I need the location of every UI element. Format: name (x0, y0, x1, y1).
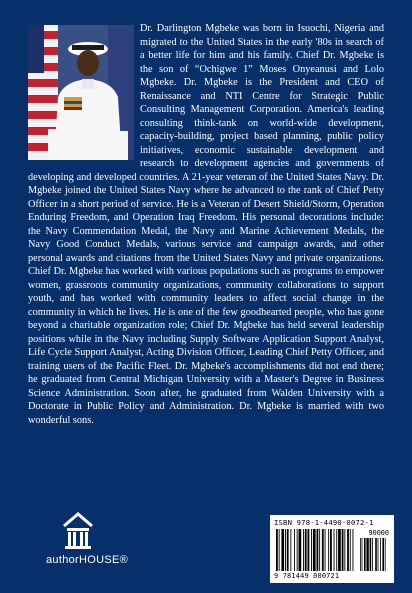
barcode-bar (325, 529, 326, 571)
barcode-bar (319, 529, 320, 571)
barcode-addon-bar (372, 538, 373, 571)
isbn-label: ISBN 978-1-4490-0072-1 (274, 518, 374, 527)
barcode-bar (276, 529, 278, 571)
barcode-bar (294, 529, 295, 571)
barcode-bar (344, 529, 345, 571)
barcode-bar (308, 529, 310, 571)
barcode-addon-bar (380, 538, 381, 571)
barcode-bar (299, 529, 302, 571)
authorhouse-logo-icon (60, 510, 96, 550)
barcode-bar (330, 529, 332, 571)
biography-text: Dr. Darlington Mgbeke was born in Isuochi, Nigeria and migrated to the United States in the early '80s in search of a better life for him and his family. Chief Dr. Mgbeke is the son of “Ochigwe 1” Moses Onyeanusi and Lolo Mgbeke. Dr. Mgbeke is the President and CEO of Renaissance and NTI Centre for Strategic Public Consulting Management Corporation. America's leading consulting think-tank on world-wide development, capacity-building, project based planning, public policy initiatives, economic sustainable development and research to development agencies and governments of developing and developed countries. A 21-year veteran of the United States Navy. Dr. Mgbeke joined the United States Navy where he advanced to the rank of Chief Petty Officer in a short period of service. He is a Veteran of Desert Shield/Storm, Operation Enduring Freedom, and Operation Iraq Freedom. His personal decorations include: the Navy Commendation Medal, the Navy and Marine Achievement Medals, the Navy Good Conduct Medals, various service and campaign awards, and other personal awards and citations from the United States Navy and private organizations. Chief Dr. Mgbeke has worked with various populations such as programs to empower women, grassroots community organizations, community collaborations to support youth, and has worked with community leaders to affect social change in the community in which he lives. He is one of the few goodhearted people, who has gone beyond a charitable organization role; Chief Dr. Mgbeke has held several leadership positions while in the Navy including Supply Software Application Support Analyst, Life Cycle Support Analyst, Acting Division Officer, Leading Chief Petty Officer, and training users of the Pacific Fleet. Dr. Mgbeke's accomplishments did not end there; he graduated from Central Michigan University with a Master's Degree in Business Science Administration. Soon after, he graduated from Walden University with a Doctorate in Public Policy and Administration. Dr. Mgbeke is married with two wonderful sons. (28, 23, 384, 426)
barcode-bar (334, 529, 335, 571)
publisher-logo (46, 510, 129, 578)
author-biography (28, 22, 384, 427)
barcode-bar (281, 529, 284, 571)
barcode-number: 9 781449 000721 (274, 572, 340, 580)
price-code: 90000 (368, 529, 389, 537)
barcode-addon-bar (364, 538, 366, 571)
barcode-addon-bar (385, 538, 386, 571)
barcode-addon-bar (362, 538, 363, 571)
barcode-bar (338, 529, 341, 571)
barcode-bar (347, 529, 349, 571)
barcode-bar (342, 529, 344, 571)
barcode-bar (287, 529, 289, 571)
barcode-bar (279, 529, 280, 571)
barcode-addon-bar (366, 538, 368, 571)
barcode-bar (350, 529, 351, 571)
barcode-addon-bar (375, 538, 377, 571)
barcode-bar (303, 529, 304, 571)
barcode-bar (328, 529, 329, 571)
photo-spacer (28, 22, 140, 161)
barcode-addon-bar (382, 538, 384, 571)
barcode-bar (290, 529, 291, 571)
isbn-barcode (270, 515, 394, 583)
barcode-bar (313, 529, 316, 571)
barcode-bar (322, 529, 324, 571)
barcode-bar (336, 529, 337, 571)
barcode-bar (297, 529, 298, 571)
barcode-bar (353, 529, 354, 571)
barcode-bar (285, 529, 286, 571)
barcode-bar (305, 529, 307, 571)
barcode-bar (317, 529, 319, 571)
barcode-addon-bar (370, 538, 372, 571)
barcode-addon-bar (378, 538, 379, 571)
barcode-addon-bar (360, 538, 361, 571)
barcode-bar (311, 529, 312, 571)
publisher-name: authorHOUSE® (46, 554, 129, 566)
